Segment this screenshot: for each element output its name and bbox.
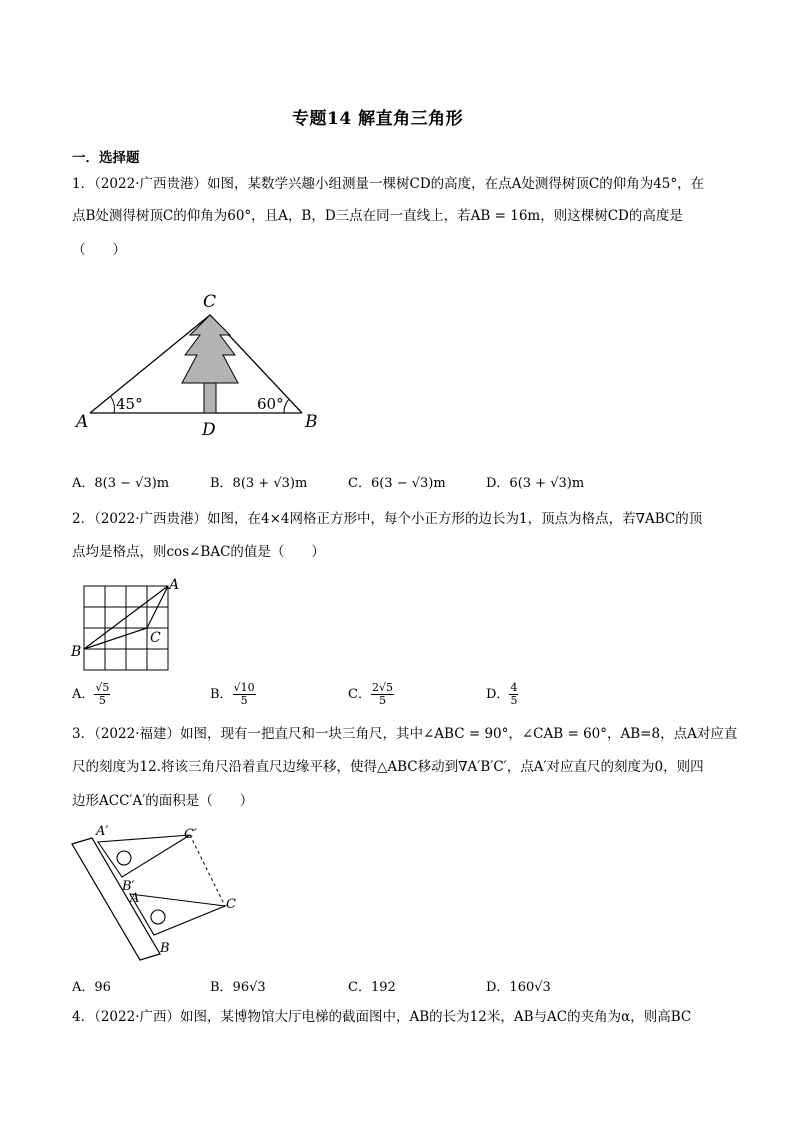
q3-option-d[interactable]: D．160√3 (486, 980, 551, 995)
q2-figure-grid (70, 576, 185, 676)
q1-option-d[interactable]: D．6(3 + √3)m (486, 476, 585, 491)
q1-label-A: A (76, 412, 89, 432)
q3-label-C1: C′ (184, 827, 197, 842)
tree-trunk (204, 383, 216, 413)
q3-line3: 边形ACC′A′的面积是（ ） (72, 793, 254, 809)
section-header: 一．选择题 (72, 150, 140, 166)
q3-figure-ruler-triangle (70, 822, 245, 967)
q2-option-a[interactable] (72, 682, 110, 707)
page-title: 专题14 解直角三角形 (292, 109, 464, 129)
q3-option-c[interactable]: C．192 (348, 980, 396, 995)
q3-label-A1: A′ (96, 824, 109, 839)
q1-figure-tree-triangle (70, 285, 330, 445)
q1-angle-60: 60° (257, 395, 284, 413)
q2-line2: 点均是格点，则cos∠BAC的值是（ ） (72, 544, 325, 560)
q3-label-C: C (226, 897, 236, 912)
q2-option-d[interactable] (486, 682, 518, 707)
q3-line1: 3．（2022·福建）如图，现有一把直尺和一块三角尺，其中∠ABC = 90°，∠CAB = 60°，AB=8，点A对应直 (72, 726, 738, 742)
q3-label-B: B (160, 941, 170, 956)
q2-option-a-fraction: $\frac{√5}{5}$ (95, 681, 110, 707)
q1-line2: 点B处测得树顶C的仰角为60°，且A，B，D三点在同一直线上，若AB = 16m，则这棵树CD的高度是 (72, 208, 683, 224)
q3-option-b[interactable]: B．96√3 (210, 980, 266, 995)
q1-angle-45: 45° (116, 395, 143, 413)
q3-label-B1: B′ (122, 879, 135, 894)
q2-option-b-prefix: B． (210, 687, 233, 702)
q2-label-A: A (169, 577, 180, 593)
q3-line2: 尺的刻度为12.将该三角尺沿着直尺边缘平移，使得△ABC移动到∇A′B′C′，点A′对应直尺的刻度为0，则四 (72, 759, 704, 775)
q1-label-C: C (203, 292, 217, 312)
q4-line1: 4．（2022·广西）如图，某博物馆大厅电梯的截面图中，AB的长为12米，AB与AC的夹角为α，则高BC (72, 1009, 692, 1025)
q1-label-D: D (202, 420, 216, 440)
q2-option-c-prefix: C． (348, 687, 371, 702)
q1-option-b[interactable]: B．8(3 + √3)m (210, 476, 308, 491)
q3-option-a[interactable]: A．96 (72, 980, 111, 995)
q3-label-A: A (130, 891, 140, 906)
q2-option-d-prefix: D． (486, 687, 510, 702)
q2-label-C: C (150, 630, 161, 646)
q1-line3: （ ） (72, 242, 126, 258)
q2-option-b[interactable] (210, 682, 256, 707)
q2-option-c-fraction: $\frac{2√5}{5}$ (371, 681, 393, 707)
q2-option-d-fraction: $\frac{4}{5}$ (510, 681, 518, 707)
q1-option-c[interactable]: C．6(3 − √3)m (348, 476, 446, 491)
q2-label-B: B (71, 644, 82, 660)
q2-line1: 2．（2022·广西贵港）如图，在4×4网格正方形中，每个小正方形的边长为1，顶点为格点，若∇ABC的顶 (72, 511, 703, 527)
q1-option-a[interactable]: A．8(3 − √3)m (72, 476, 170, 491)
q2-option-a-prefix: A． (72, 687, 95, 702)
q2-option-c[interactable] (348, 682, 394, 707)
tree-icon (182, 315, 238, 383)
q2-option-b-fraction: $\frac{√10}{5}$ (233, 681, 255, 707)
q1-line1: 1．（2022·广西贵港）如图，某数学兴趣小组测量一棵树CD的高度，在点A处测得树顶C的仰角为45°，在 (72, 176, 705, 192)
q1-label-B: B (305, 412, 318, 432)
